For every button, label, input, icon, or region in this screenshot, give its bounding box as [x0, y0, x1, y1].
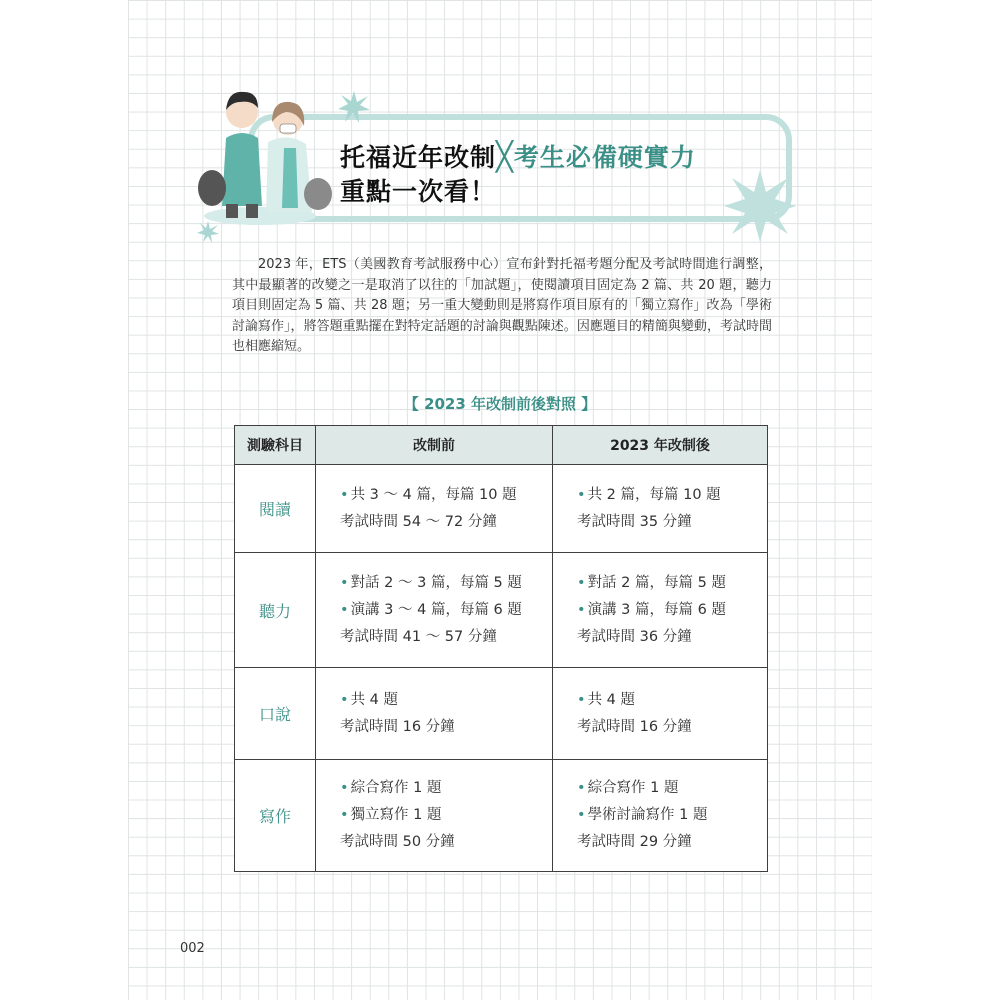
list-item: [577, 482, 767, 509]
bullet-dot-icon: •: [340, 691, 349, 708]
list-item: [340, 775, 552, 802]
subject-cell: 閱讀: [235, 465, 316, 553]
intro-paragraph: [232, 255, 772, 358]
list-item: [340, 687, 552, 714]
page-headline: [340, 140, 696, 209]
subject-cell: 口說: [235, 668, 316, 760]
after-cell: [553, 668, 768, 760]
bullet-dot-icon: •: [577, 780, 586, 796]
headline-line-2: 重點一次看！: [340, 177, 497, 206]
students-illustration: [196, 76, 336, 226]
column-header-subject: 測驗科目: [235, 426, 316, 465]
list-item: [577, 687, 767, 714]
star-icon: [722, 168, 798, 244]
table-row: [235, 668, 768, 760]
exam-time: 考試時間 41 ～ 57 分鐘: [340, 628, 497, 645]
comparison-table: [234, 425, 768, 872]
intro-text: 2023 年，ETS（美國教育考試服務中心）宣布針對托福考題分配及考試時間進行調整，其中最顯著的改變之一是取消了以往的「加試題」，使閱讀項目固定為 2 篇、共 20 題，聽力項目則固定為 5 篇、共 28 題；另一重大變動則是將寫作項目原有的「獨立寫作」改為「學術討論寫作」，將答題重點擺在對特定話題的討論與觀點陳述。因應題目的精簡與變動，考試時間也相應縮短。: [232, 257, 772, 354]
table-row: [235, 760, 768, 872]
item-text: 演講 3 篇，每篇 6 題: [587, 601, 726, 618]
list-item: [577, 775, 767, 802]
headline-part-1: 托福近年改制: [340, 143, 497, 172]
before-cell: [316, 668, 553, 760]
item-text: 對話 2 篇，每篇 5 題: [587, 574, 726, 591]
bullet-dot-icon: •: [577, 691, 586, 708]
column-header-after: 2023 年改制後: [553, 426, 768, 465]
item-text: 對話 2 ～ 3 篇，每篇 5 題: [350, 574, 522, 591]
bullet-dot-icon: •: [577, 601, 586, 618]
exam-time: 考試時間 54 ～ 72 分鐘: [340, 513, 497, 530]
star-icon: [337, 90, 371, 124]
headline-line-1: [340, 140, 696, 175]
exam-time: 考試時間 36 分鐘: [577, 628, 692, 645]
item-text: 共 3 ～ 4 篇，每篇 10 題: [350, 486, 517, 503]
item-text: 綜合寫作 1 題: [350, 780, 442, 796]
after-cell: [553, 465, 768, 553]
list-item: [577, 597, 767, 624]
bullet-dot-icon: •: [340, 601, 349, 618]
item-text: 共 4 題: [587, 691, 636, 708]
item-text: 獨立寫作 1 題: [350, 807, 442, 823]
list-item: [340, 802, 552, 829]
table-title: 【 2023 年改制前後對照 】: [403, 395, 597, 413]
list-item: [340, 482, 552, 509]
bullet-dot-icon: •: [577, 807, 586, 823]
list-item: [340, 597, 552, 624]
exam-time: 考試時間 29 分鐘: [577, 834, 692, 850]
after-cell: [553, 553, 768, 668]
item-text: 演講 3 ～ 4 篇，每篇 6 題: [350, 601, 522, 618]
before-cell: [316, 465, 553, 553]
bullet-dot-icon: •: [340, 780, 349, 796]
item-text: 學術討論寫作 1 題: [587, 807, 708, 823]
exam-time: 考試時間 16 分鐘: [340, 718, 455, 735]
item-text: 共 2 篇，每篇 10 題: [587, 486, 721, 503]
column-header-before: 改制前: [316, 426, 553, 465]
subject-cell: 寫作: [235, 760, 316, 872]
item-text: 共 4 題: [350, 691, 399, 708]
after-cell: [553, 760, 768, 872]
bullet-dot-icon: •: [340, 486, 349, 503]
bullet-dot-icon: •: [577, 574, 586, 591]
bullet-dot-icon: •: [340, 807, 349, 823]
exam-time: 考試時間 50 分鐘: [340, 834, 455, 850]
before-cell: [316, 760, 553, 872]
table-row: [235, 465, 768, 553]
bullet-dot-icon: •: [340, 574, 349, 591]
list-item: [340, 570, 552, 597]
cross-icon: ╳: [496, 140, 514, 173]
exam-time: 考試時間 35 分鐘: [577, 513, 692, 530]
list-item: [577, 802, 767, 829]
before-cell: [316, 553, 553, 668]
bullet-dot-icon: •: [577, 486, 586, 503]
headline-part-2: 考生必備硬實力: [513, 143, 696, 172]
exam-time: 考試時間 16 分鐘: [577, 718, 692, 735]
page-number: 002: [180, 941, 205, 956]
subject-cell: 聽力: [235, 553, 316, 668]
table-header-row: [235, 426, 768, 465]
item-text: 綜合寫作 1 題: [587, 780, 679, 796]
table-row: [235, 553, 768, 668]
list-item: [577, 570, 767, 597]
